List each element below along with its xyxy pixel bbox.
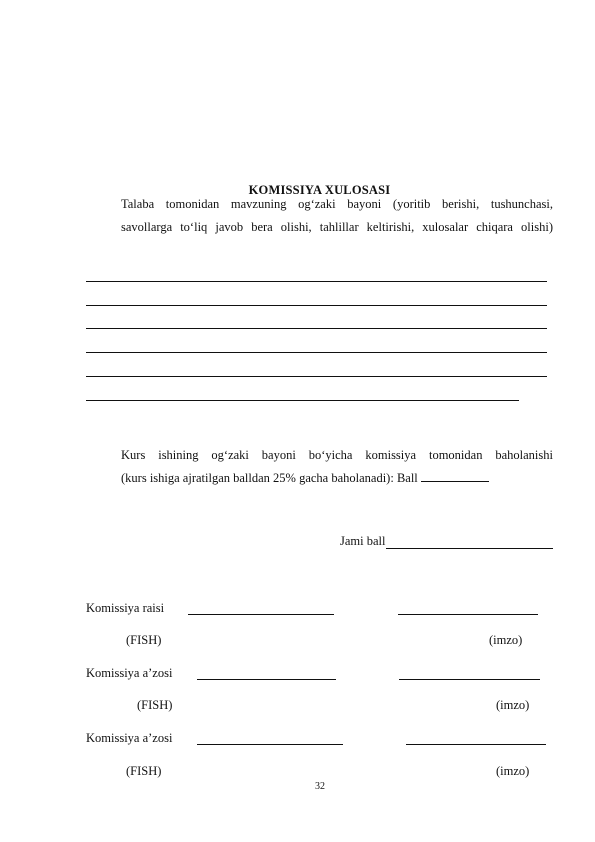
fish-caption: (FISH)	[126, 633, 162, 647]
imzo-caption: (imzo)	[496, 698, 530, 712]
imzo-caption: (imzo)	[496, 764, 530, 778]
evaluation-line-2: savollarga to‘liq javob bera olishi, tahlillar keltirishi, xulosalar chiqara olishi)	[121, 220, 553, 234]
signature-blank[interactable]	[398, 614, 538, 615]
signature-blank[interactable]	[399, 679, 540, 680]
name-blank[interactable]	[197, 679, 336, 680]
signature-blank[interactable]	[406, 744, 546, 745]
blank-line[interactable]	[86, 376, 547, 377]
signature-role: Komissiya a’zosi	[86, 666, 173, 680]
grading-paragraph	[86, 444, 553, 490]
total-score-blank[interactable]	[386, 535, 553, 549]
evaluation-line-1: Talaba tomonidan mavzuning og‘zaki bayoni (yoritib berishi, tushunchasi,	[121, 197, 553, 211]
evaluation-paragraph	[86, 193, 553, 239]
blank-line[interactable]	[86, 400, 519, 401]
grading-line-2: (kurs ishiga ajratilgan balldan 25% gacha baholanadi): Ball	[86, 467, 553, 490]
blank-line[interactable]	[86, 305, 547, 306]
page-title: KOMISSIYA XULOSASI	[248, 183, 391, 197]
imzo-caption: (imzo)	[489, 633, 523, 647]
name-blank[interactable]	[197, 744, 343, 745]
blank-line[interactable]	[86, 328, 547, 329]
fish-caption: (FISH)	[137, 698, 173, 712]
signature-role: Komissiya raisi	[86, 601, 165, 615]
name-blank[interactable]	[188, 614, 334, 615]
page-number: 32	[315, 781, 325, 792]
blank-line[interactable]	[86, 281, 547, 282]
total-score	[340, 534, 553, 549]
fish-caption: (FISH)	[126, 764, 162, 778]
ball-blank[interactable]	[421, 470, 489, 482]
blank-line[interactable]	[86, 352, 547, 353]
grading-line-1: Kurs ishining og‘zaki bayoni bo‘yicha komissiya tomonidan baholanishi	[121, 448, 553, 462]
total-score-label: Jami ball	[340, 534, 386, 548]
signature-role: Komissiya a’zosi	[86, 731, 173, 745]
